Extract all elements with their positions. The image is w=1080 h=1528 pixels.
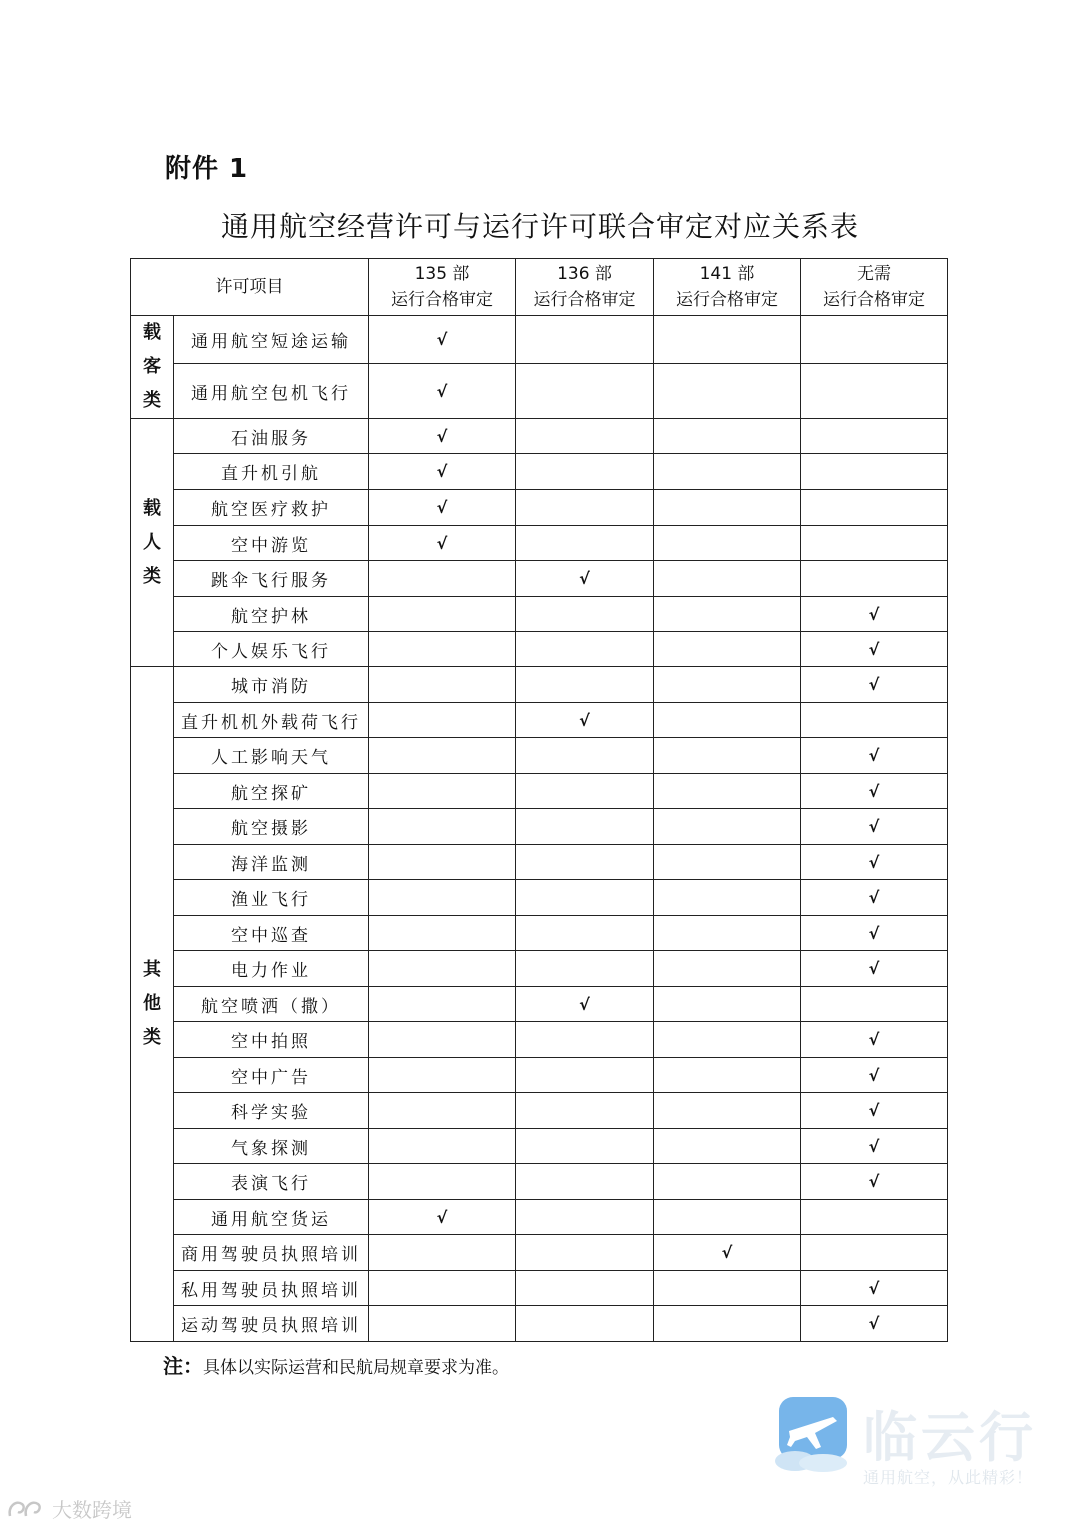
empty-cell: [801, 1200, 948, 1235]
brand-name: 临云行: [863, 1406, 1037, 1469]
empty-cell: [654, 845, 801, 880]
empty-cell: [516, 1058, 654, 1093]
empty-cell: [516, 738, 654, 774]
checkmark-cell: √: [801, 1164, 948, 1200]
header-col-135: [369, 259, 516, 316]
empty-cell: [516, 774, 654, 809]
category-manned: 载 人 类: [131, 419, 174, 667]
empty-cell: [369, 1058, 516, 1093]
permit-item-name: 航空喷洒（撒）: [174, 987, 369, 1022]
table-row: [131, 1271, 948, 1306]
table-row: [131, 419, 948, 454]
table-row: [131, 809, 948, 845]
empty-cell: [516, 845, 654, 880]
empty-cell: [516, 597, 654, 632]
empty-cell: [369, 703, 516, 738]
empty-cell: [801, 561, 948, 597]
table-row: [131, 1164, 948, 1200]
empty-cell: [516, 526, 654, 561]
checkmark-cell: √: [801, 597, 948, 632]
header-col-none-part: 无需: [857, 264, 891, 284]
empty-cell: [654, 364, 801, 419]
empty-cell: [516, 1129, 654, 1164]
permit-item-name: 航空医疗救护: [174, 490, 369, 526]
table-row: [131, 916, 948, 951]
brand-slogan: 通用航空，从此精彩！: [863, 1468, 1034, 1487]
table-row: [131, 667, 948, 703]
table-row: [131, 1022, 948, 1058]
empty-cell: [801, 1235, 948, 1271]
checkmark-cell: √: [369, 526, 516, 561]
empty-cell: [654, 1164, 801, 1200]
empty-cell: [369, 880, 516, 916]
empty-cell: [654, 987, 801, 1022]
empty-cell: [369, 951, 516, 987]
header-col-136-desc: 运行合格审定: [533, 290, 636, 310]
checkmark-cell: √: [801, 667, 948, 703]
empty-cell: [654, 454, 801, 490]
table-row: [131, 364, 948, 419]
empty-cell: [516, 454, 654, 490]
permit-item-name: 渔业飞行: [174, 880, 369, 916]
table-row: [131, 774, 948, 809]
empty-cell: [654, 703, 801, 738]
header-col-141-desc: 运行合格审定: [676, 290, 778, 310]
header-col-none: [801, 259, 948, 316]
empty-cell: [654, 774, 801, 809]
empty-cell: [369, 1164, 516, 1200]
empty-cell: [801, 454, 948, 490]
empty-cell: [369, 667, 516, 703]
empty-cell: [801, 490, 948, 526]
empty-cell: [369, 597, 516, 632]
empty-cell: [654, 951, 801, 987]
permit-item-name: 海洋监测: [174, 845, 369, 880]
permit-item-name: 通用航空包机飞行: [174, 364, 369, 419]
checkmark-cell: √: [516, 987, 654, 1022]
table-row: [131, 880, 948, 916]
empty-cell: [654, 316, 801, 364]
permit-item-name: 跳伞飞行服务: [174, 561, 369, 597]
checkmark-cell: √: [801, 845, 948, 880]
empty-cell: [801, 419, 948, 454]
table-row: [131, 951, 948, 987]
empty-cell: [516, 1306, 654, 1342]
permit-item-name: 私用驾驶员执照培训: [174, 1271, 369, 1306]
empty-cell: [654, 1058, 801, 1093]
table-row: [131, 561, 948, 597]
empty-cell: [369, 1129, 516, 1164]
table-row: [131, 738, 948, 774]
empty-cell: [516, 1235, 654, 1271]
checkmark-cell: √: [369, 316, 516, 364]
empty-cell: [369, 561, 516, 597]
empty-cell: [516, 951, 654, 987]
permit-item-name: 航空护林: [174, 597, 369, 632]
checkmark-cell: √: [801, 951, 948, 987]
empty-cell: [516, 1164, 654, 1200]
empty-cell: [369, 1306, 516, 1342]
empty-cell: [654, 526, 801, 561]
source-logo-icon: [6, 1496, 46, 1520]
empty-cell: [369, 1022, 516, 1058]
empty-cell: [516, 1200, 654, 1235]
table-row: [131, 1306, 948, 1342]
footnote: [163, 1350, 509, 1379]
empty-cell: [801, 364, 948, 419]
document-title: 通用航空经营许可与运行许可联合审定对应关系表: [220, 210, 859, 243]
checkmark-cell: √: [801, 632, 948, 667]
empty-cell: [516, 364, 654, 419]
checkmark-cell: √: [801, 880, 948, 916]
table-row: [131, 1058, 948, 1093]
checkmark-cell: √: [801, 916, 948, 951]
empty-cell: [369, 916, 516, 951]
empty-cell: [654, 561, 801, 597]
permit-item-name: 空中巡查: [174, 916, 369, 951]
empty-cell: [801, 987, 948, 1022]
permit-item-name: 航空探矿: [174, 774, 369, 809]
header-permit-item: 许可项目: [131, 259, 369, 316]
header-col-136: [516, 259, 654, 316]
header-col-136-part: 136 部: [557, 264, 612, 284]
empty-cell: [654, 490, 801, 526]
permit-item-name: 表演飞行: [174, 1164, 369, 1200]
table-row: [131, 1200, 948, 1235]
empty-cell: [516, 809, 654, 845]
permit-item-name: 直升机引航: [174, 454, 369, 490]
permit-item-name: 人工影响天气: [174, 738, 369, 774]
table-row: [131, 845, 948, 880]
permit-item-name: 运动驾驶员执照培训: [174, 1306, 369, 1342]
table-row: [131, 490, 948, 526]
empty-cell: [516, 880, 654, 916]
empty-cell: [801, 526, 948, 561]
checkmark-cell: √: [516, 561, 654, 597]
empty-cell: [516, 1271, 654, 1306]
empty-cell: [801, 316, 948, 364]
empty-cell: [654, 916, 801, 951]
empty-cell: [516, 667, 654, 703]
table-row: [131, 1129, 948, 1164]
permit-item-name: 空中拍照: [174, 1022, 369, 1058]
empty-cell: [516, 916, 654, 951]
table-row: [131, 632, 948, 667]
footnote-text: 具体以实际运营和民航局规章要求为准。: [203, 1358, 509, 1378]
empty-cell: [369, 809, 516, 845]
checkmark-cell: √: [801, 809, 948, 845]
permit-item-name: 商用驾驶员执照培训: [174, 1235, 369, 1271]
header-col-135-part: 135 部: [414, 264, 470, 284]
brand-watermark: [775, 1395, 1055, 1495]
table-row: [131, 316, 948, 364]
checkmark-cell: √: [801, 1306, 948, 1342]
checkmark-cell: √: [369, 454, 516, 490]
permit-item-name: 气象探测: [174, 1129, 369, 1164]
table-row: [131, 454, 948, 490]
empty-cell: [516, 419, 654, 454]
checkmark-cell: √: [801, 1129, 948, 1164]
empty-cell: [654, 667, 801, 703]
table-header-row: [131, 259, 948, 316]
permit-item-name: 电力作业: [174, 951, 369, 987]
empty-cell: [369, 774, 516, 809]
empty-cell: [369, 845, 516, 880]
empty-cell: [516, 1093, 654, 1129]
category-other: 其 他 类: [131, 667, 174, 1342]
table-row: [131, 1093, 948, 1129]
empty-cell: [654, 1200, 801, 1235]
empty-cell: [654, 1022, 801, 1058]
table-row: [131, 703, 948, 738]
empty-cell: [369, 1235, 516, 1271]
empty-cell: [654, 419, 801, 454]
permit-item-name: 空中游览: [174, 526, 369, 561]
empty-cell: [654, 1129, 801, 1164]
checkmark-cell: √: [369, 419, 516, 454]
empty-cell: [516, 1022, 654, 1058]
header-col-141-part: 141 部: [699, 264, 755, 284]
permit-item-name: 空中广告: [174, 1058, 369, 1093]
permit-item-name: 通用航空短途运输: [174, 316, 369, 364]
empty-cell: [654, 1306, 801, 1342]
checkmark-cell: √: [801, 738, 948, 774]
empty-cell: [654, 809, 801, 845]
checkmark-cell: √: [369, 1200, 516, 1235]
checkmark-cell: √: [801, 774, 948, 809]
empty-cell: [801, 703, 948, 738]
empty-cell: [369, 1271, 516, 1306]
permit-item-name: 城市消防: [174, 667, 369, 703]
empty-cell: [654, 597, 801, 632]
permit-item-name: 直升机机外载荷飞行: [174, 703, 369, 738]
empty-cell: [654, 1093, 801, 1129]
category-passenger: 载 客 类: [131, 316, 174, 419]
empty-cell: [369, 1093, 516, 1129]
checkmark-cell: √: [801, 1093, 948, 1129]
checkmark-cell: √: [654, 1235, 801, 1271]
permit-item-name: 个人娱乐飞行: [174, 632, 369, 667]
checkmark-cell: √: [801, 1271, 948, 1306]
correspondence-table: [130, 258, 948, 1342]
airplane-logo-icon: [775, 1395, 853, 1473]
empty-cell: [516, 632, 654, 667]
empty-cell: [654, 1271, 801, 1306]
checkmark-cell: √: [516, 703, 654, 738]
checkmark-cell: √: [369, 490, 516, 526]
source-name: 大数跨境: [52, 1498, 132, 1522]
table-row: [131, 987, 948, 1022]
permit-item-name: 航空摄影: [174, 809, 369, 845]
table-row: [131, 1235, 948, 1271]
header-col-none-desc: 运行合格审定: [823, 290, 925, 310]
footnote-label: 注：: [163, 1354, 203, 1378]
checkmark-cell: √: [801, 1022, 948, 1058]
permit-item-name: 科学实验: [174, 1093, 369, 1129]
checkmark-cell: √: [801, 1058, 948, 1093]
empty-cell: [369, 987, 516, 1022]
empty-cell: [369, 632, 516, 667]
header-col-135-desc: 运行合格审定: [391, 290, 493, 310]
table-row: [131, 597, 948, 632]
empty-cell: [516, 316, 654, 364]
checkmark-cell: √: [369, 364, 516, 419]
permit-item-name: 石油服务: [174, 419, 369, 454]
table-body: [131, 316, 948, 1342]
empty-cell: [369, 738, 516, 774]
attachment-label: 附件 1: [165, 154, 249, 184]
empty-cell: [516, 490, 654, 526]
empty-cell: [654, 738, 801, 774]
permit-item-name: 通用航空货运: [174, 1200, 369, 1235]
header-col-141: [654, 259, 801, 316]
table-row: [131, 526, 948, 561]
empty-cell: [654, 880, 801, 916]
empty-cell: [654, 632, 801, 667]
